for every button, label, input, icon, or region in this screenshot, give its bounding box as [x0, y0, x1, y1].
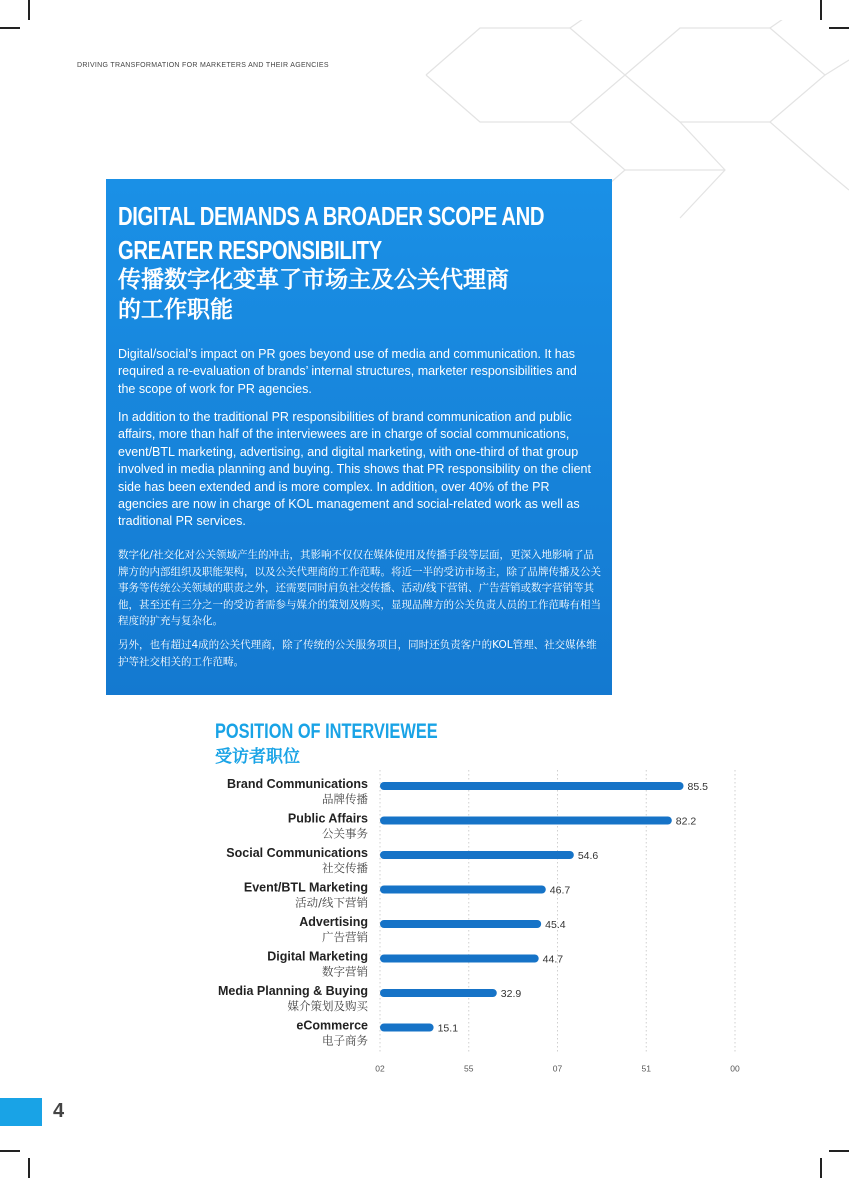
bar-value-label: 54.6 [577, 850, 599, 862]
category-label-cn: 数字营销 [322, 964, 368, 979]
bar-value-label: 44.7 [542, 953, 564, 966]
intro-paragraph-1: Digital/social’s impact on PR goes beyond use of media and communication. It has required a re-evaluation of brands’ internal structures, marketer responsibilities and the scope of work for PR agencies. [118, 347, 577, 396]
category-label-en: Brand Communications [227, 777, 368, 791]
x-tick-label: 51 [641, 1063, 651, 1074]
x-tick-label: 55 [464, 1063, 474, 1074]
category-label-en: Event/BTL Marketing [243, 880, 368, 895]
bar [380, 886, 546, 894]
category-label-en: Digital Marketing [267, 949, 368, 964]
category-label-en: Public Affairs [287, 811, 368, 826]
intro-paragraph-cn-2: 另外，也有超过4成的公关代理商，除了传统的公关服务项目，同时还负责客户的KOL管理、社交媒体维护等社交相关的工作范畴。 [118, 639, 597, 668]
bar [380, 989, 497, 997]
category-label-cn: 电子商务 [322, 1033, 368, 1048]
bar-value-label: 82.2 [675, 815, 697, 828]
page-number-tab [0, 1098, 42, 1126]
page-number: 4 [53, 1100, 65, 1122]
chart-subtitle: 受访者职位 [215, 747, 300, 767]
category-label-cn: 广告营销 [322, 930, 368, 944]
bar [380, 920, 541, 928]
bar-value-label: 46.7 [549, 884, 571, 897]
section-title-cn-line2: 的工作职能 [118, 297, 233, 323]
category-label-en: Media Planning & Buying [217, 984, 368, 998]
category-label-cn: 品牌传播 [322, 792, 368, 806]
bar-value-label: 15.1 [437, 1022, 459, 1035]
intro-paragraph-2: In addition to the traditional PR responsibilities of brand communication and public affairs, more than half of the interviewees are in charge of social communications, event/BTL marketing, advertising, and digital marketing, with one-third of that group involved in media planning and buying. This shows that PR responsibility on the client side has been extended and is more complex. In addition, over 40% of the PR agencies are now in charge of KOL management and social-related work as well as traditional PR services. [118, 410, 591, 529]
bar-value-label: 85.5 [687, 781, 708, 793]
section-title-en-line2: GREATER RESPONSIBILITY [118, 235, 382, 265]
category-label-cn: 媒介策划及购买 [287, 999, 368, 1013]
category-label-cn: 活动/线下营销 [295, 895, 368, 910]
category-label-cn: 公关事务 [322, 826, 368, 841]
section-title-en-line1: DIGITAL DEMANDS A BROADER SCOPE AND [118, 201, 545, 231]
bar-value-label: 32.9 [500, 988, 522, 1000]
category-label-en: Social Communications [226, 846, 368, 860]
bar-value-label: 45.4 [545, 919, 566, 931]
bar [380, 1024, 434, 1032]
category-label-en: eCommerce [296, 1018, 368, 1033]
intro-paragraph-cn-1: 数字化/社交化对公关领域产生的冲击，其影响不仅仅在媒体使用及传播手段等层面，更深入地影响了品牌方的内部组织及职能架构，以及公关代理商的工作范畴。将近一半的受访市场主，除了品牌传播及公关事务等传统公关领域的职责之外，还需要同时肩负社交传播、活动/线下营销、广告营销或数字营销等其他，甚至还有三分之一的受访者需参与媒介的策划及购买，显现品牌方的公关负责人员的工作范畴有相当程度的扩充与复杂化。 [118, 549, 601, 627]
section-title-cn-line1: 传播数字化变革了市场主及公关代理商 [118, 267, 509, 293]
x-tick-label: 00 [730, 1063, 740, 1074]
x-tick-label: 07 [552, 1063, 563, 1074]
running-header: DRIVING TRANSFORMATION FOR MARKETERS AND THEIR AGENCIES [77, 62, 329, 69]
bar [380, 782, 684, 790]
category-label-cn: 社交传播 [322, 861, 368, 875]
x-tick-label: 02 [375, 1063, 385, 1074]
bar [380, 817, 672, 825]
bar [380, 955, 539, 963]
chart-title: POSITION OF INTERVIEWEE [215, 720, 438, 743]
category-label-en: Advertising [299, 915, 368, 929]
bar [380, 851, 574, 859]
